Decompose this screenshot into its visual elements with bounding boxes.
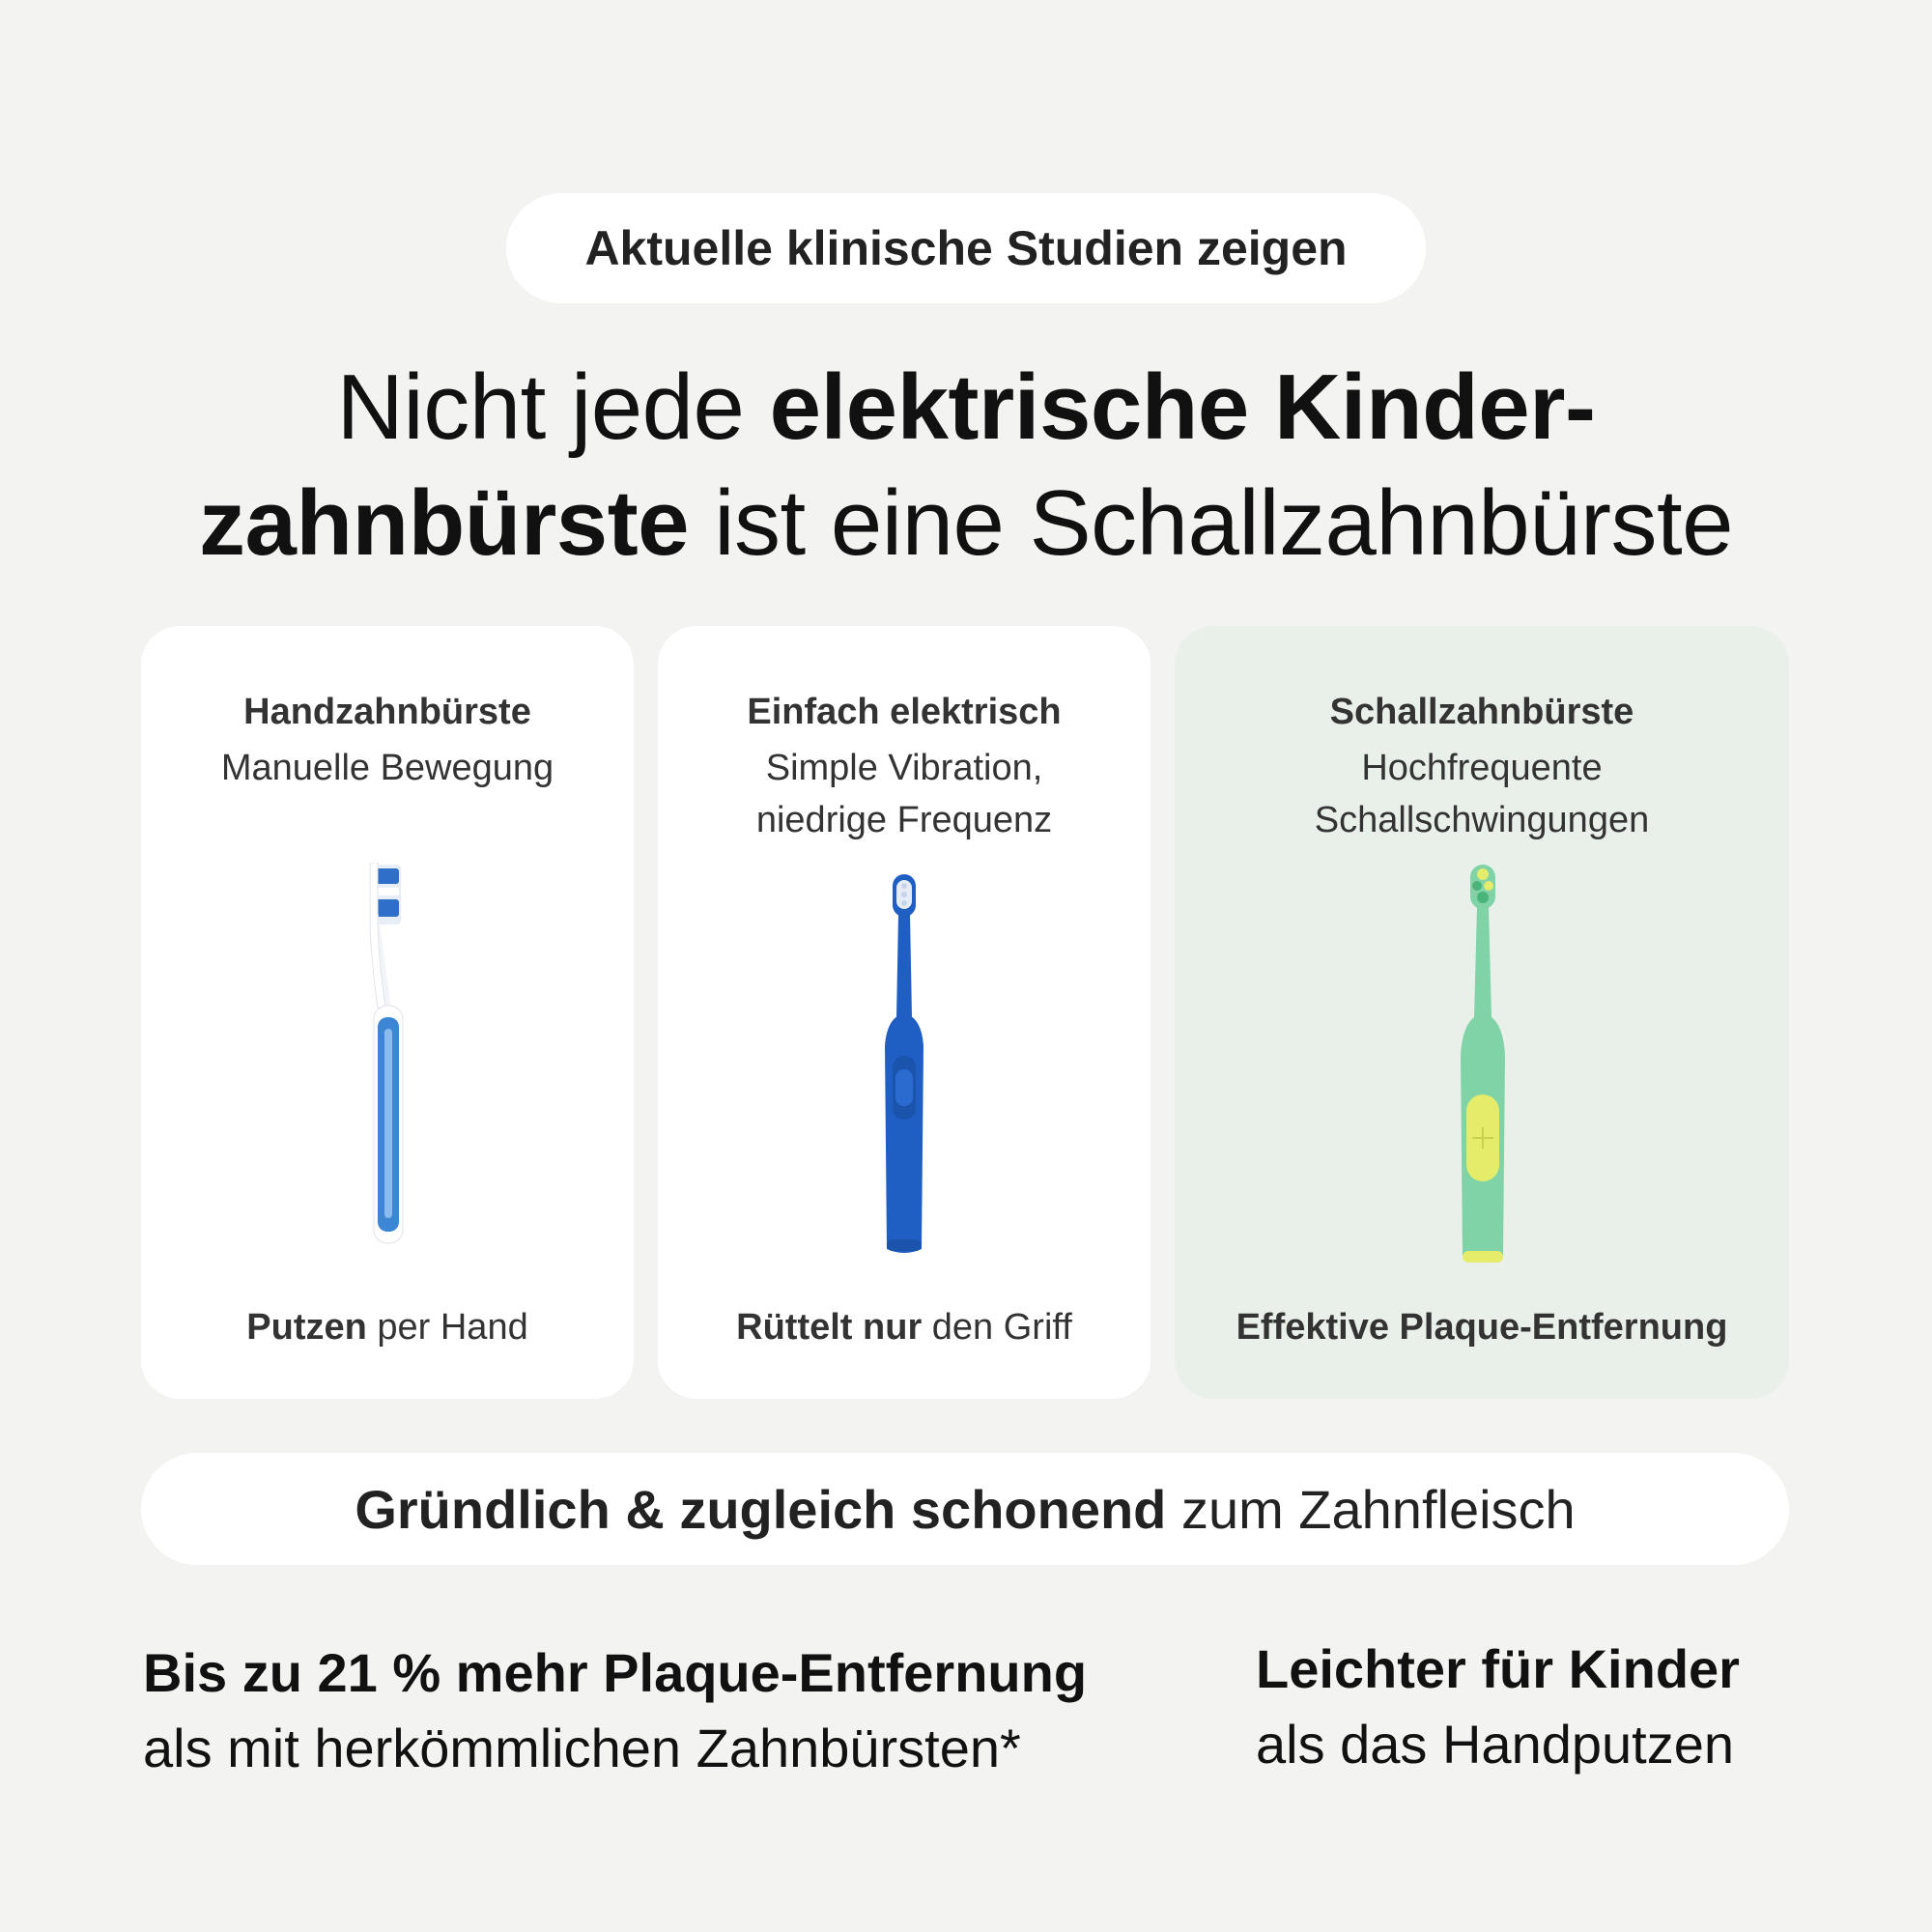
gentle-banner xyxy=(141,1453,1789,1565)
footer-bold: Rüttelt nur xyxy=(736,1307,923,1348)
card-desc-line: niedrige Frequenz xyxy=(755,800,1053,840)
card-simple-electric-toothbrush xyxy=(658,626,1151,1399)
card-desc-line: Simple Vibration, xyxy=(765,748,1043,788)
sonic-toothbrush-icon xyxy=(1443,863,1520,1268)
manual-toothbrush-icon xyxy=(358,863,416,1249)
banner-bold: Gründlich & zugleich schonend xyxy=(355,1478,1167,1540)
card-title: Handzahnbürste xyxy=(243,692,531,732)
card-footer xyxy=(1175,1307,1789,1349)
headline-part1: Nicht jede xyxy=(336,355,770,459)
footer-bold: Effektive Plaque-Entfernung xyxy=(1236,1307,1728,1348)
card-desc-line: Schallschwingungen xyxy=(1314,800,1650,840)
stat-easier-for-kids xyxy=(1256,1633,1740,1783)
card-title: Schallzahnbürste xyxy=(1329,692,1634,732)
headline-part2: ist eine Schallzahnbürste xyxy=(689,471,1734,575)
study-badge xyxy=(506,193,1426,303)
card-footer xyxy=(658,1307,1151,1349)
study-badge-label: Aktuelle klinische Studien zeigen xyxy=(584,221,1348,275)
simple-electric-toothbrush-icon xyxy=(866,872,943,1259)
card-description xyxy=(141,742,634,794)
stat-plaque-removal xyxy=(143,1636,1087,1787)
footer-rest: per Hand xyxy=(366,1307,528,1348)
page-headline xyxy=(58,350,1874,582)
stat-subtitle: als mit herkömmlichen Zahnbürsten* xyxy=(143,1718,1021,1778)
banner-rest: zum Zahnfleisch xyxy=(1166,1478,1576,1540)
card-sonic-toothbrush xyxy=(1175,626,1789,1399)
card-manual-toothbrush xyxy=(141,626,634,1399)
card-title: Einfach elektrisch xyxy=(747,692,1062,732)
stat-title: Bis zu 21 % mehr Plaque-Entfernung xyxy=(143,1642,1088,1703)
card-description xyxy=(1175,742,1789,846)
card-footer xyxy=(141,1307,634,1349)
card-desc-line: Hochfrequente xyxy=(1361,748,1603,788)
footer-rest: den Griff xyxy=(922,1307,1072,1348)
footer-bold: Putzen xyxy=(246,1307,367,1348)
card-desc-line: Manuelle Bewegung xyxy=(220,748,554,788)
headline-bold2: zahnbürste xyxy=(198,471,690,575)
stat-title: Leichter für Kinder xyxy=(1256,1638,1740,1699)
headline-bold1: elektrische Kinder- xyxy=(769,355,1596,459)
card-description xyxy=(658,742,1151,846)
stat-subtitle: als das Handputzen xyxy=(1256,1714,1735,1775)
